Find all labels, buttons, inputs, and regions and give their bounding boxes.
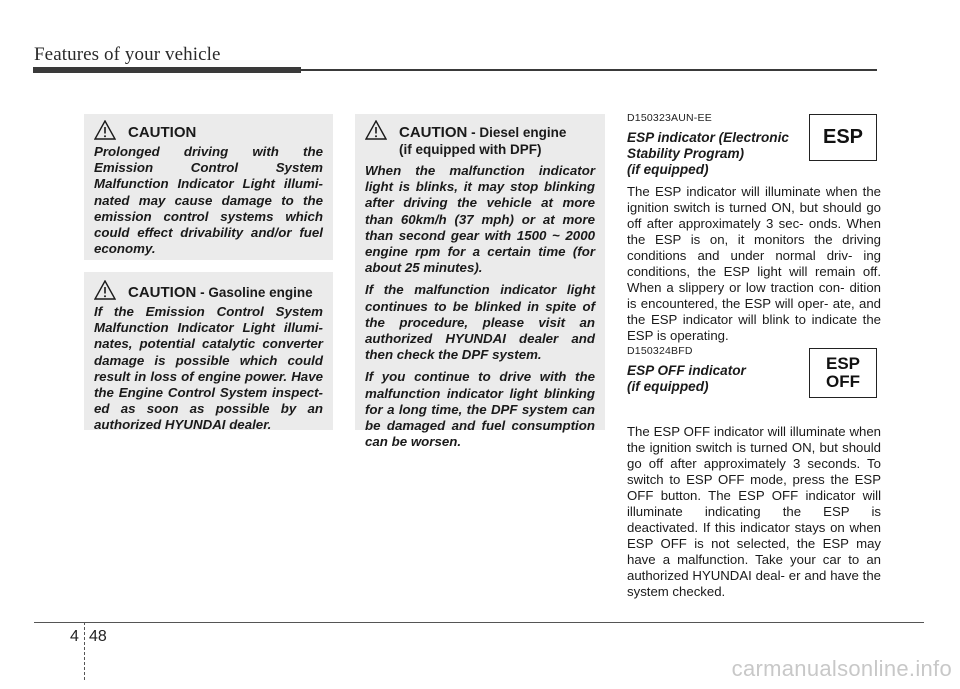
header-rule-thick [33, 67, 301, 73]
header-rule-thin [300, 69, 877, 71]
caution-box-general [84, 114, 333, 260]
caution-text [94, 144, 323, 257]
caution-box-gasoline [84, 272, 333, 433]
caution-paragraph: If the Emission Control System Malfunction Indicator Light illumi- nates, potential catalytic converter damage is possible which could result in loss of engine power. Have the Engine Control System inspect- ed as soon as possible by an authorized HYUNDAI dealer. [94, 304, 323, 433]
caution-heading [94, 124, 323, 141]
esp-indicator-icon [809, 114, 877, 161]
caution-paragraph: Prolonged driving with the Emission Control System Malfunction Indicator Light illumi- nated may cause damage to the emission control systems which could effect drivability and/or fuel economy. [94, 144, 323, 257]
warning-triangle-icon [94, 280, 116, 300]
section-title-line: (if equipped) [627, 162, 709, 177]
caution-paragraph: If you continue to drive with the malfunction indicator light blinking for a long time, the DPF system can be damaged and fuel consumption can be worsen. [365, 369, 595, 450]
section-code: D150324BFD [627, 345, 693, 357]
footer-rule [34, 622, 924, 623]
caution-box-diesel [355, 114, 605, 450]
page-header-title: Features of your vehicle [34, 44, 221, 65]
section-title-line: (if equipped) [627, 379, 709, 394]
caution-label: CAUTION [128, 124, 197, 141]
indicator-label: ESP [825, 354, 861, 373]
page-number: 48 [89, 628, 107, 645]
caution-label: CAUTION [399, 124, 468, 141]
warning-triangle-icon [94, 120, 116, 140]
caution-text [94, 304, 323, 434]
esp-off-indicator-icon [809, 348, 877, 398]
indicator-label: ESP [822, 126, 864, 148]
section-code: D150323AUN-EE [627, 112, 712, 124]
caution-subtitle-2: (if equipped with DPF) [399, 142, 542, 157]
caution-text [365, 163, 595, 450]
section-title-line: Stability Program) [627, 146, 745, 161]
section-body: The ESP OFF indicator will illuminate when the ignition switch is turned ON, but should go off after approximately 3 seconds. To switch to ESP OFF mode, press the ESP OFF button. The ESP OFF indicator will illuminate indicating the ESP is deactivated. If this indicator stays on when ESP OFF is not selected, the ESP may have a malfunction. Take your car to an authorized HYUNDAI deal- er and have the system checked. [627, 424, 881, 599]
chapter-number: 4 [70, 628, 79, 645]
caution-paragraph: If the malfunction indicator light continues to be blinked in spite of the procedure, please visit an authorized HYUNDAI dealer and then check the DPF system. [365, 282, 595, 363]
caution-subtitle: - Diesel engine [467, 125, 567, 140]
indicator-label: OFF [826, 372, 860, 391]
caution-subtitle: - Gasoline engine [196, 285, 313, 300]
caution-label: CAUTION [128, 284, 197, 301]
section-title-line: ESP indicator (Electronic [627, 130, 789, 145]
warning-triangle-icon [365, 120, 387, 140]
caution-heading [365, 124, 595, 158]
footer-divider [84, 622, 85, 680]
section-title-line: ESP OFF indicator [627, 363, 746, 378]
section-body: The ESP indicator will illuminate when the ignition switch is turned ON, but should go off after approximately 3 sec- onds. When the ESP is on, it monitors the driving conditions and under normal driv- ing conditions, the ESP light will remain off. When a slippery or low traction con- dition is encountered, the ESP will oper- ate, and the ESP indicator will blink to indicate the ESP is operating. [627, 184, 881, 343]
caution-heading [94, 284, 323, 301]
caution-paragraph: When the malfunction indicator light is blinks, it may stop blinking after driving the vehicle at more than 60km/h (37 mph) or at more than second gear with 1500 ~ 2000 engine rpm for a certain time (for about 25 minutes). [365, 163, 595, 276]
watermark: carmanualsonline.info [731, 656, 952, 681]
